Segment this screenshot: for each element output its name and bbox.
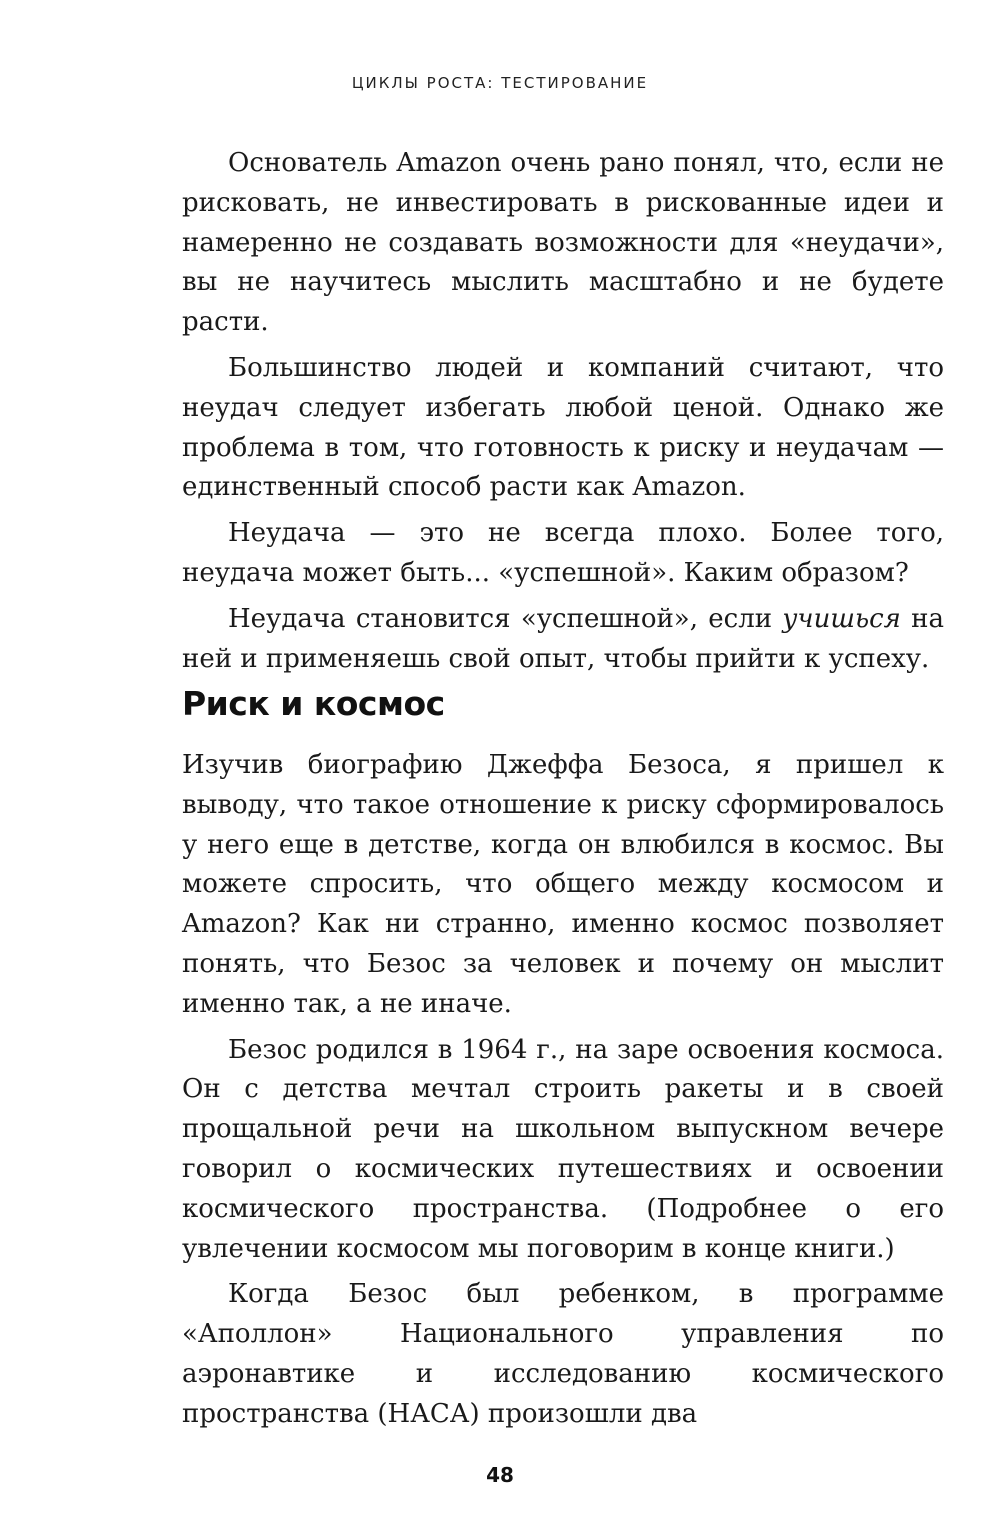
paragraph-with-emphasis — [182, 600, 944, 680]
running-header: ЦИКЛЫ РОСТА: ТЕСТИРОВАНИЕ — [351, 74, 649, 92]
page-number: 48 — [486, 1463, 514, 1487]
paragraph-text: Неудача становится «успешной», если — [228, 603, 783, 634]
paragraph: Изучив биографию Джеффа Безоса, я пришел к выводу, что такое отношение к риску сформировалось у него еще в детстве, когда он влюбился в космос. Вы можете спросить, что общего между космосом и Amazon? Как ни странно, именно космос позволяет понять, что Безос за человек и почему он мыслит именно так, а не иначе. — [182, 750, 944, 1019]
intro-text-block — [182, 144, 944, 679]
paragraph: Неудача — это не всегда плохо. Более того, неудача может быть... «успешной». Каким образом? — [182, 518, 944, 588]
section-heading: Риск и космос — [182, 684, 445, 723]
paragraph: Когда Безос был ребенком, в программе «Аполлон» Национального управления по аэронавтике и исследованию космического пространства (НАСА) произошли два — [182, 1279, 944, 1429]
section-text-block — [182, 746, 944, 1435]
emphasis-word: учишься — [782, 603, 901, 634]
paragraph: Основатель Amazon очень рано понял, что, если не рисковать, не инвестировать в рискованные идеи и намеренно не создавать возможности для «неудачи», вы не научитесь мыслить масштабно и не будете расти. — [182, 148, 944, 338]
paragraph: Безос родился в 1964 г., на заре освоения космоса. Он с детства мечтал строить ракеты и в своей прощальной речи на школьном выпускном вечере говорил о космических путешествиях и освоении космического пространства. (Подробнее о его увлечении космосом мы поговорим в конце книги.) — [182, 1034, 944, 1264]
paragraph-text: на ней и применяешь свой опыт, чтобы прийти к успеху. — [182, 603, 944, 674]
paragraph: Большинство людей и компаний считают, что неудач следует избегать любой ценой. Однако же проблема в том, что готовность к риску и неудачам — единственный способ расти как Amazon. — [182, 352, 944, 503]
